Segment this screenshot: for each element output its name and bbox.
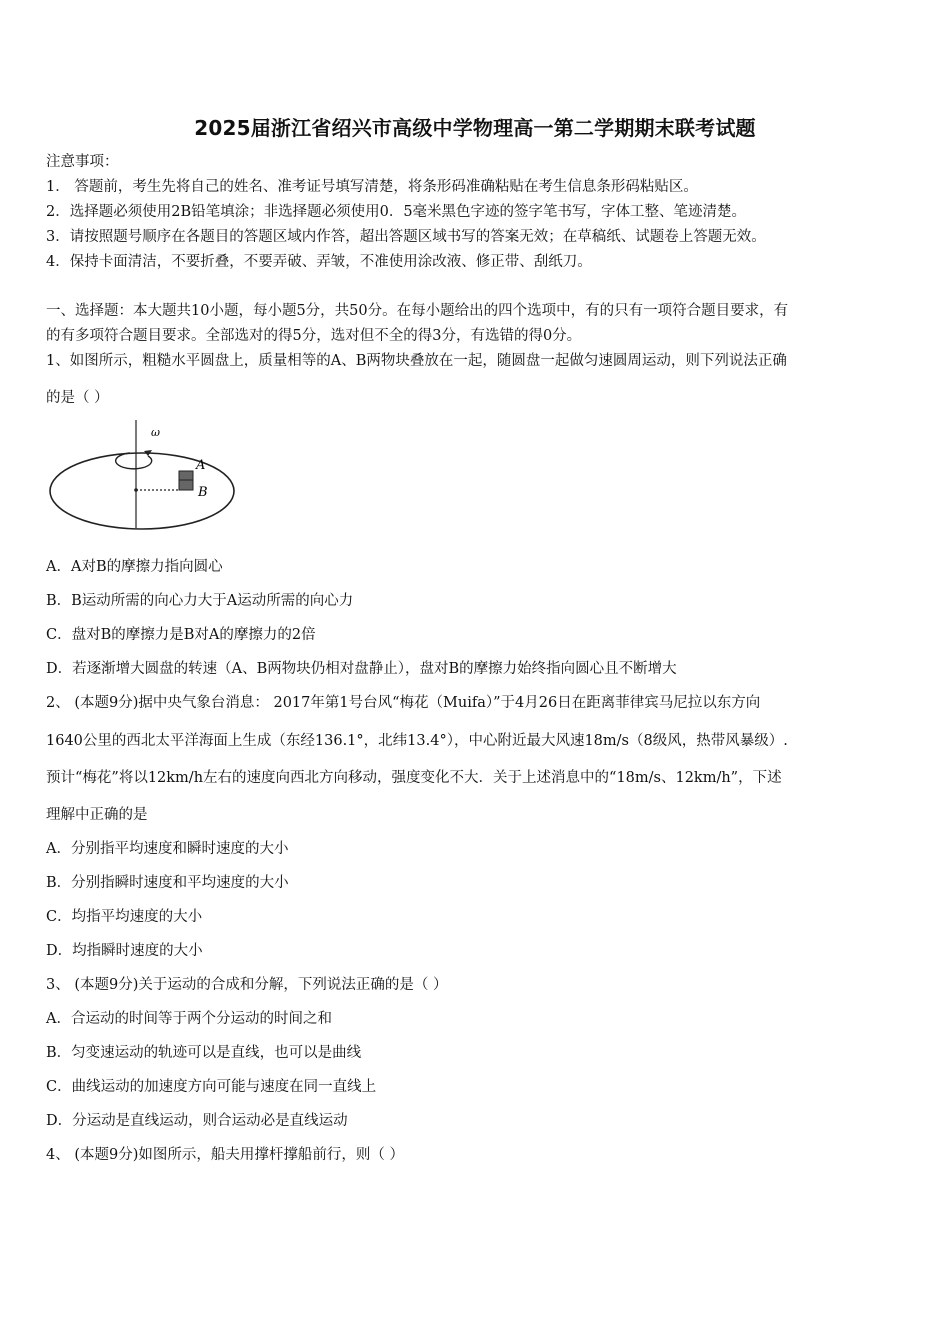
q3-option-d: D．分运动是直线运动，则合运动必是直线运动 [46, 1113, 348, 1129]
q3-option-c: C．曲线运动的加速度方向可能与速度在同一直线上 [46, 1079, 377, 1095]
q3-option-b: B．匀变速运动的轨迹可以是直线，也可以是曲线 [46, 1045, 362, 1061]
q1-option-d: D．若逐渐增大圆盘的转速（A、B两物块仍相对盘静止），盘对B的摩擦力始终指向圆心且不断增大 [46, 661, 677, 677]
q2-option-d: D．均指瞬时速度的大小 [46, 943, 203, 959]
q3-option-a: A．合运动的时间等于两个分运动的时间之和 [46, 1011, 332, 1027]
q2-option-c: C．均指平均速度的大小 [46, 909, 203, 925]
rotation-arrow [116, 453, 152, 469]
label-b: B [198, 485, 208, 500]
section1-line1: 一、选择题：本大题共10小题，每小题5分，共50分。在每小题给出的四个选项中，有的只有一项符合题目要求，有 [46, 303, 789, 319]
q1-rotating-disc-figure [44, 416, 244, 532]
q4-stem: 4、 (本题9分)如图所示，船夫用撑杆撑船前行，则（ ） [46, 1147, 404, 1163]
q2-option-a: A．分别指平均速度和瞬时速度的大小 [46, 841, 289, 857]
q1-option-a: A．A对B的摩擦力指向圆心 [46, 559, 223, 575]
q1-stem-line1: 1、如图所示，粗糙水平圆盘上，质量相等的A、B两物块叠放在一起，随圆盘一起做匀速圆周运动，则下列说法正确 [46, 353, 787, 369]
omega-label: ω [151, 426, 160, 439]
q2-stem-line1: 2、 (本题9分)据中央气象台消息： 2017年第1号台风“梅花（Muifa）”于4月26日在距离菲律宾马尼拉以东方向 [46, 695, 761, 711]
notice-heading: 注意事项： [46, 154, 119, 170]
notice-item-2: 2．选择题必须使用2B铅笔填涂；非选择题必须使用0．5毫米黑色字迹的签字笔书写，字体工整、笔迹清楚。 [46, 204, 747, 220]
q1-option-c: C．盘对B的摩擦力是B对A的摩擦力的2倍 [46, 627, 316, 643]
notice-item-4: 4．保持卡面清洁，不要折叠，不要弄破、弄皱，不准使用涂改液、修正带、刮纸刀。 [46, 254, 592, 270]
section1-line2: 的有多项符合题目要求。全部选对的得5分，选对但不全的得3分，有选错的得0分。 [46, 328, 582, 344]
label-a: A [196, 458, 206, 473]
notice-item-3: 3．请按照题号顺序在各题目的答题区域内作答，超出答题区域书写的答案无效；在草稿纸、试题卷上答题无效。 [46, 229, 766, 245]
q2-stem-line2: 1640公里的西北太平洋海面上生成（东经136.1°，北纬13.4°），中心附近最大风速18m/s（8级风，热带风暴级）. [46, 733, 788, 749]
q2-stem-line4: 理解中正确的是 [46, 807, 148, 823]
q1-stem-line2: 的是（ ） [46, 390, 109, 406]
q1-option-b: B．B运动所需的向心力大于A运动所需的向心力 [46, 593, 354, 609]
q3-stem: 3、 (本题9分)关于运动的合成和分解，下列说法正确的是（ ） [46, 977, 448, 993]
notice-item-1: 1． 答题前，考生先将自己的姓名、准考证号填写清楚，将条形码准确粘贴在考生信息条形码粘贴区。 [46, 179, 698, 195]
q2-stem-line3: 预计“梅花”将以12km/h左右的速度向西北方向移动，强度变化不大．关于上述消息中的“18m/s、12km/h”，下述 [46, 770, 782, 786]
q2-option-b: B．分别指瞬时速度和平均速度的大小 [46, 875, 289, 891]
page-title: 2025届浙江省绍兴市高级中学物理高一第二学期期末联考试题 [194, 116, 756, 140]
